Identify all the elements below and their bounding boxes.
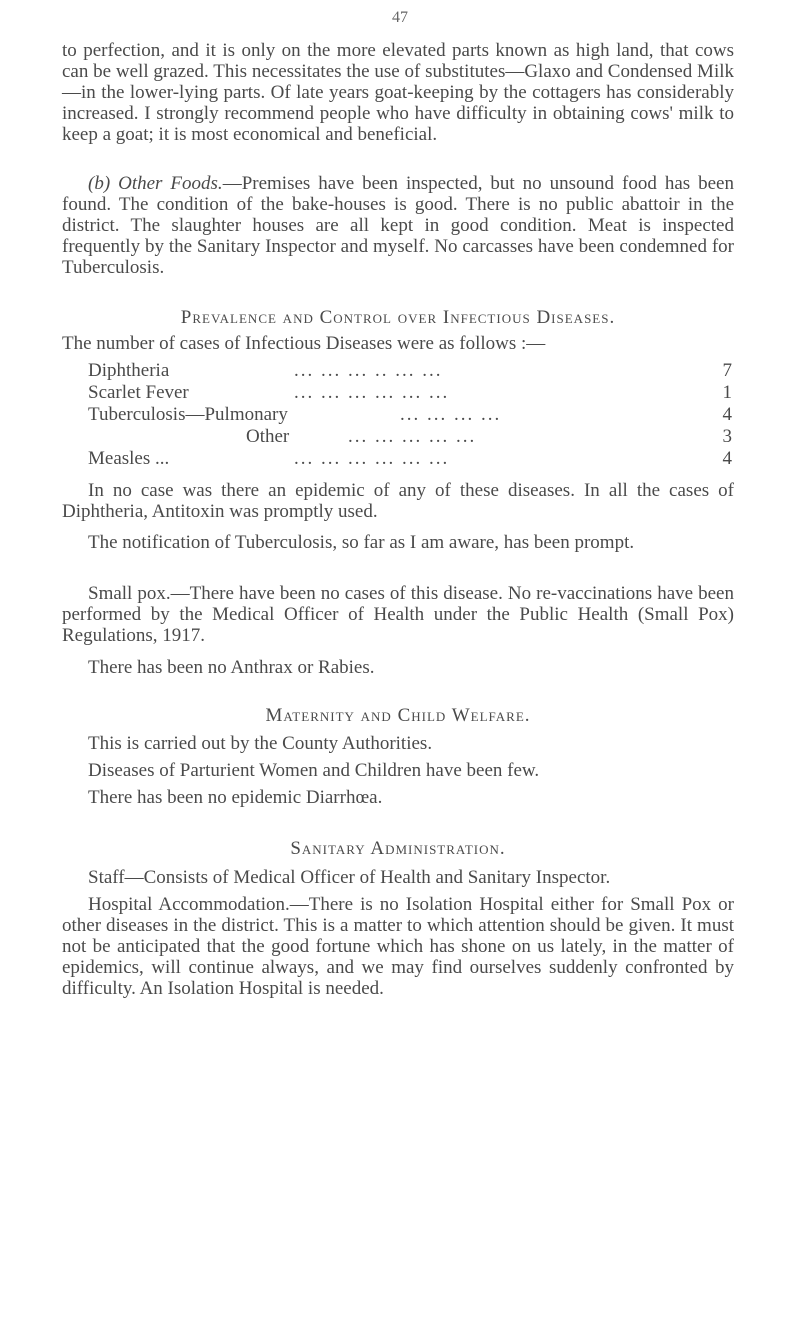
table-row xyxy=(88,404,732,426)
hospital-paragraph: Hospital Accommodation.—There is no Isolation Hospital either for Small Pox or other diseases in the district. This is a matter to which attention should be given. It must not be anticipated that the good fortune which has shone on us lately, in the matter of epidemics, will continue always, and we may find ourselves suddenly confronted by difficulty. An Isolation Hospital is needed. xyxy=(62,894,734,999)
disease-name: Scarlet Fever xyxy=(88,382,189,403)
disease-name: Other xyxy=(246,426,290,447)
leader-dots: ... ... ... .. ... ... xyxy=(294,360,443,381)
leader-dots: ... ... ... ... ... xyxy=(348,426,477,447)
case-count: 4 xyxy=(722,448,732,469)
anthrax-note: There has been no Anthrax or Rabies. xyxy=(88,657,375,678)
disease-table xyxy=(88,360,732,470)
maternity-section xyxy=(62,733,734,808)
disease-name: Tuberculosis—Pulmonary xyxy=(88,404,288,425)
case-count: 4 xyxy=(722,404,732,425)
infectious-intro-text: The number of cases of Infectious Diseases were as follows :— xyxy=(62,333,546,354)
maternity-line-3: There has been no epidemic Diarrhœa. xyxy=(88,787,383,808)
other-foods-paragraph xyxy=(62,173,734,278)
staff-line: Staff—Consists of Medical Officer of Health and Sanitary Inspector. xyxy=(88,867,611,888)
other-foods-label: (b) Other Foods. xyxy=(88,173,223,194)
disease-name: Measles ... xyxy=(88,448,170,469)
maternity-line-1: This is carried out by the County Authorities. xyxy=(88,733,433,754)
epidemic-note: In no case was there an epidemic of any of these diseases. In all the cases of Diphtheria, Antitoxin was promptly used. xyxy=(62,480,734,522)
table-row xyxy=(88,382,732,404)
sanitary-section xyxy=(62,867,734,999)
intro-paragraph: to perfection, and it is only on the more elevated parts known as high land, that cows can be well grazed. This necessitates the use of substitutes—Glaxo and Condensed Milk—in the lower-lying parts. Of late years goat-keeping by the cottagers has considerably increased. I strongly recommend people who have difficulty in obtaining cows' milk to keep a goat; it is most economical and beneficial. xyxy=(62,40,734,145)
page-number: 47 xyxy=(392,9,408,26)
case-count: 1 xyxy=(722,382,732,403)
disease-name: Diphtheria xyxy=(88,360,170,381)
anthrax-section xyxy=(62,657,734,678)
maternity-line-2: Diseases of Parturient Women and Children have been few. xyxy=(88,760,540,781)
sanitary-heading: Sanitary Administration. xyxy=(290,838,506,859)
smallpox-section xyxy=(62,583,734,646)
table-row xyxy=(88,448,732,470)
other-foods-text: —Premises have been inspected, but no unsound food has been found. The condition of the bake-houses is good. There is no public abattoir in the district. The slaughter houses are all kept in good condition. Meat is inspected frequently by the Sanitary Inspector and myself. No carcasses have been condemned for Tuberculosis. xyxy=(62,173,734,278)
case-count: 7 xyxy=(722,360,732,381)
other-foods-section xyxy=(62,173,734,278)
infectious-diseases-heading: Prevalence and Control over Infectious Diseases. xyxy=(180,307,616,328)
intro-section xyxy=(62,40,734,145)
leader-dots: ... ... ... ... ... ... xyxy=(294,448,450,469)
leader-dots: ... ... ... ... xyxy=(400,404,502,425)
tb-note-section xyxy=(62,532,734,553)
infectious-intro xyxy=(62,333,734,354)
maternity-heading: Maternity and Child Welfare. xyxy=(265,705,531,726)
epidemic-note-section xyxy=(62,480,734,522)
table-row xyxy=(88,360,732,382)
smallpox-paragraph: Small pox.—There have been no cases of this disease. No re-vaccinations have been performed by the Medical Officer of Health under the Public Health (Small Pox) Regulations, 1917. xyxy=(62,583,734,646)
tb-notification-note: The notification of Tuberculosis, so far as I am aware, has been prompt. xyxy=(88,532,635,553)
case-count: 3 xyxy=(722,426,732,447)
table-row xyxy=(88,426,732,448)
leader-dots: ... ... ... ... ... ... xyxy=(294,382,450,403)
